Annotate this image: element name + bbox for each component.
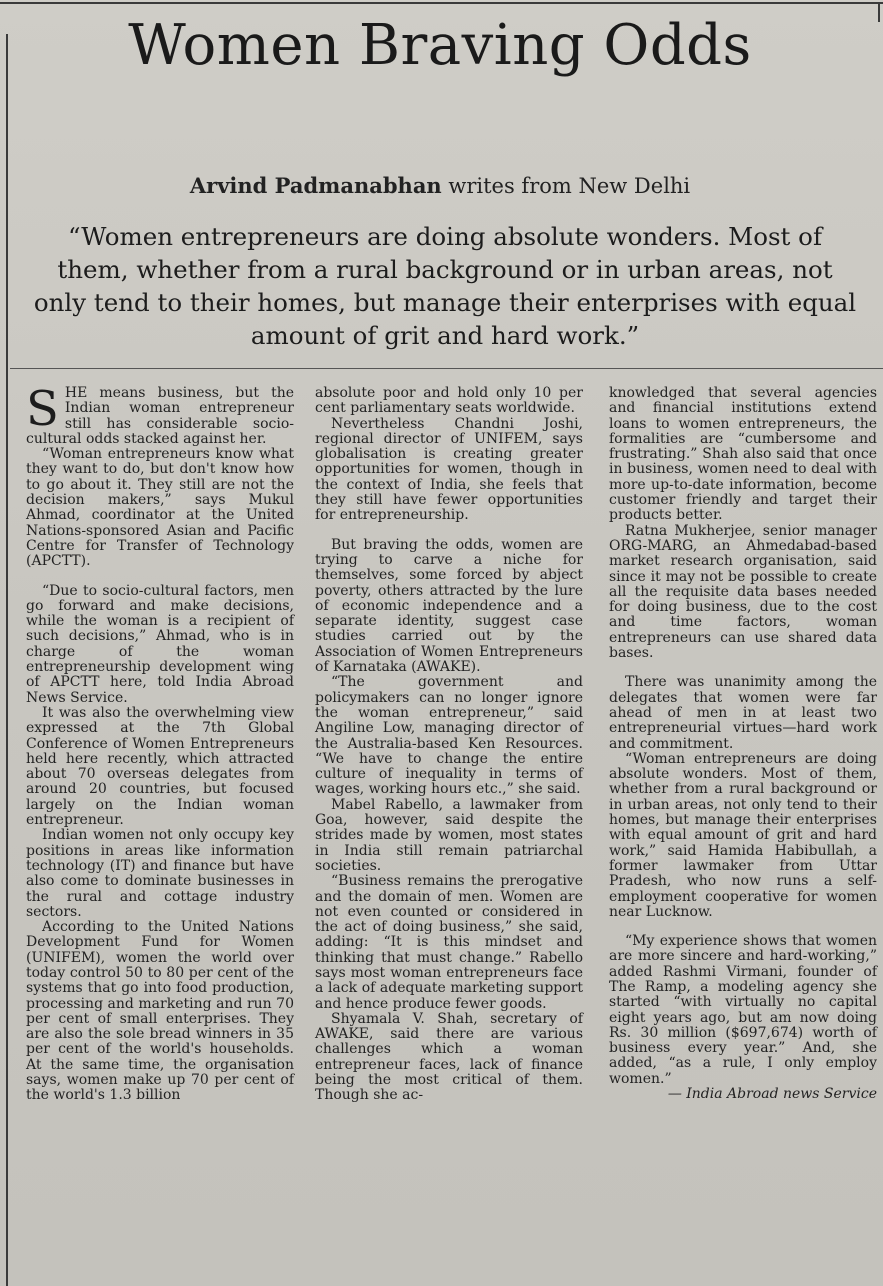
paragraph: “My experience shows that women are more sincere and hard-working,” added Rashmi Virmani, founder of The Ramp, a modeling agency she started “with virtually no capital eight years ago, but am now doing Rs. 30 million ($697,674) worth of business every year.” And, she added, “as a rule, I only employ women.” [609,933,877,1087]
paragraph-text: HE means business, but the Indian woman entrepreneur still has considerable socio-cultural odds stacked against her. [26,385,294,447]
drop-cap: S [26,381,59,437]
paragraph: absolute poor and hold only 10 per cent parliamentary seats worldwide. [315,385,583,417]
paragraph: knowledged that several agencies and financial institutions extend loans to women entrepreneurs, the formalities are “cumbersome and frustrating.” Shah also said that once in business, women need to deal with more up-to-date information, become customer friendly and target their products better. [609,385,877,524]
paragraph: According to the United Nations Development Fund for Women (UNIFEM), women the world over today control 50 to 80 per cent of the systems that go into food production, processing and marketing and run 70 per cent of small enterprises. They are also the sole bread winners in 35 per cent of the world's households. At the same time, the organisation says, women make up 70 per cent of the world's 1.3 billion [26,919,294,1104]
byline-location: writes from New Delhi [441,174,691,198]
column-3 [609,386,877,1102]
paragraph: “Due to socio-cultural factors, men go forward and make decisions, while the woman is a recipient of such decisions,” Ahmad, who is in charge of the woman entrepreneurship development wing of APCTT here, told India Abroad News Service. [26,582,294,706]
right-rule [878,2,880,22]
section-divider [10,368,883,369]
top-rule [0,2,883,4]
paragraph: Mabel Rabello, a lawmaker from Goa, however, said despite the strides made by women, most states in India still remain patriarchal societies. [315,796,583,874]
column-1 [26,381,294,1104]
paragraph: It was also the overwhelming view expressed at the 7th Global Conference of Women Entrepreneurs held here recently, which attracted about 70 overseas delegates from around 20 countries, but focused largely on the Indian woman entrepreneur. [26,704,294,829]
headline: Women Braving Odds [128,13,752,78]
paragraph: Shyamala V. Shah, secretary of AWAKE, said there are various challenges which a woman entrepreneur faces, lack of finance being the most critical of them. Though she ac- [315,1010,583,1104]
paragraph: Ratna Mukherjee, senior manager ORG-MARG, an Ahmedabad-based market research organisation, said since it may not be possible to create all the requisite data bases needed for doing business, due to the cost and time factors, woman entrepreneurs can use shared data bases. [609,522,877,662]
left-rule [6,34,8,1286]
paragraph: But braving the odds, women are trying to carve a niche for themselves, some forced by abject poverty, others attracted by the lure of economic independence and a separate identity, suggest case studies carried out by the Association of Women Entrepreneurs of Karnataka (AWAKE). [315,536,583,676]
paragraph: “The government and policymakers can no longer ignore the woman entrepreneur,” said Angiline Low, managing director of the Australia-based Ken Resources. “We have to change the entire culture of inequality in terms of wages, working hours etc.,” she said. [315,674,583,798]
pull-quote: “Women entrepreneurs are doing absolute wonders. Most of them, whether from a rural background or in urban areas, not only tend to their homes, but manage their enterprises with equal amount of grit and hard work.” [33,222,857,350]
paragraph: “Business remains the prerogative and the domain of men. Women are not even counted or considered in the act of doing business,” she said, adding: “It is this mindset and thinking that must change.” Rabello says most woman entrepreneurs face a lack of adequate marketing support and hence produce fewer goods. [315,873,583,1012]
byline-author: Arvind Padmanabhan [189,173,442,198]
news-service-credit: — India Abroad news Service [667,1086,877,1103]
paragraph [26,381,294,447]
paragraph: “Woman entrepreneurs know what they want to do, but don't know how to go about it. They still are not the decision makers,” says Mukul Ahmad, coordinator at the United Nations-sponsored Asian and Pacific Centre for Transfer of Technology (APCTT). [26,446,294,570]
byline [40,173,840,198]
paragraph: There was unanimity among the delegates that women were far ahead of men in at least two entrepreneurial virtues—hard work and commitment. [609,674,877,752]
paragraph: Nevertheless Chandni Joshi, regional director of UNIFEM, says globalisation is creating greater opportunities for women, though in the context of India, she feels that they still have fewer opportunities for entrepreneurship. [315,415,583,524]
paragraph: “Woman entrepreneurs are doing absolute wonders. Most of them, whether from a rural background or in urban areas, not only tend to their homes, but manage their enterprises with equal amount of grit and hard work,” said Hamida Habibullah, a former lawmaker from Uttar Pradesh, who now runs a self-employment cooperative for women near Lucknow. [609,750,877,920]
column-2 [315,386,583,1104]
paragraph: Indian women not only occupy key positions in areas like information technology (IT) and finance but have also come to dominate businesses in the rural and cottage industry sectors. [26,827,294,920]
